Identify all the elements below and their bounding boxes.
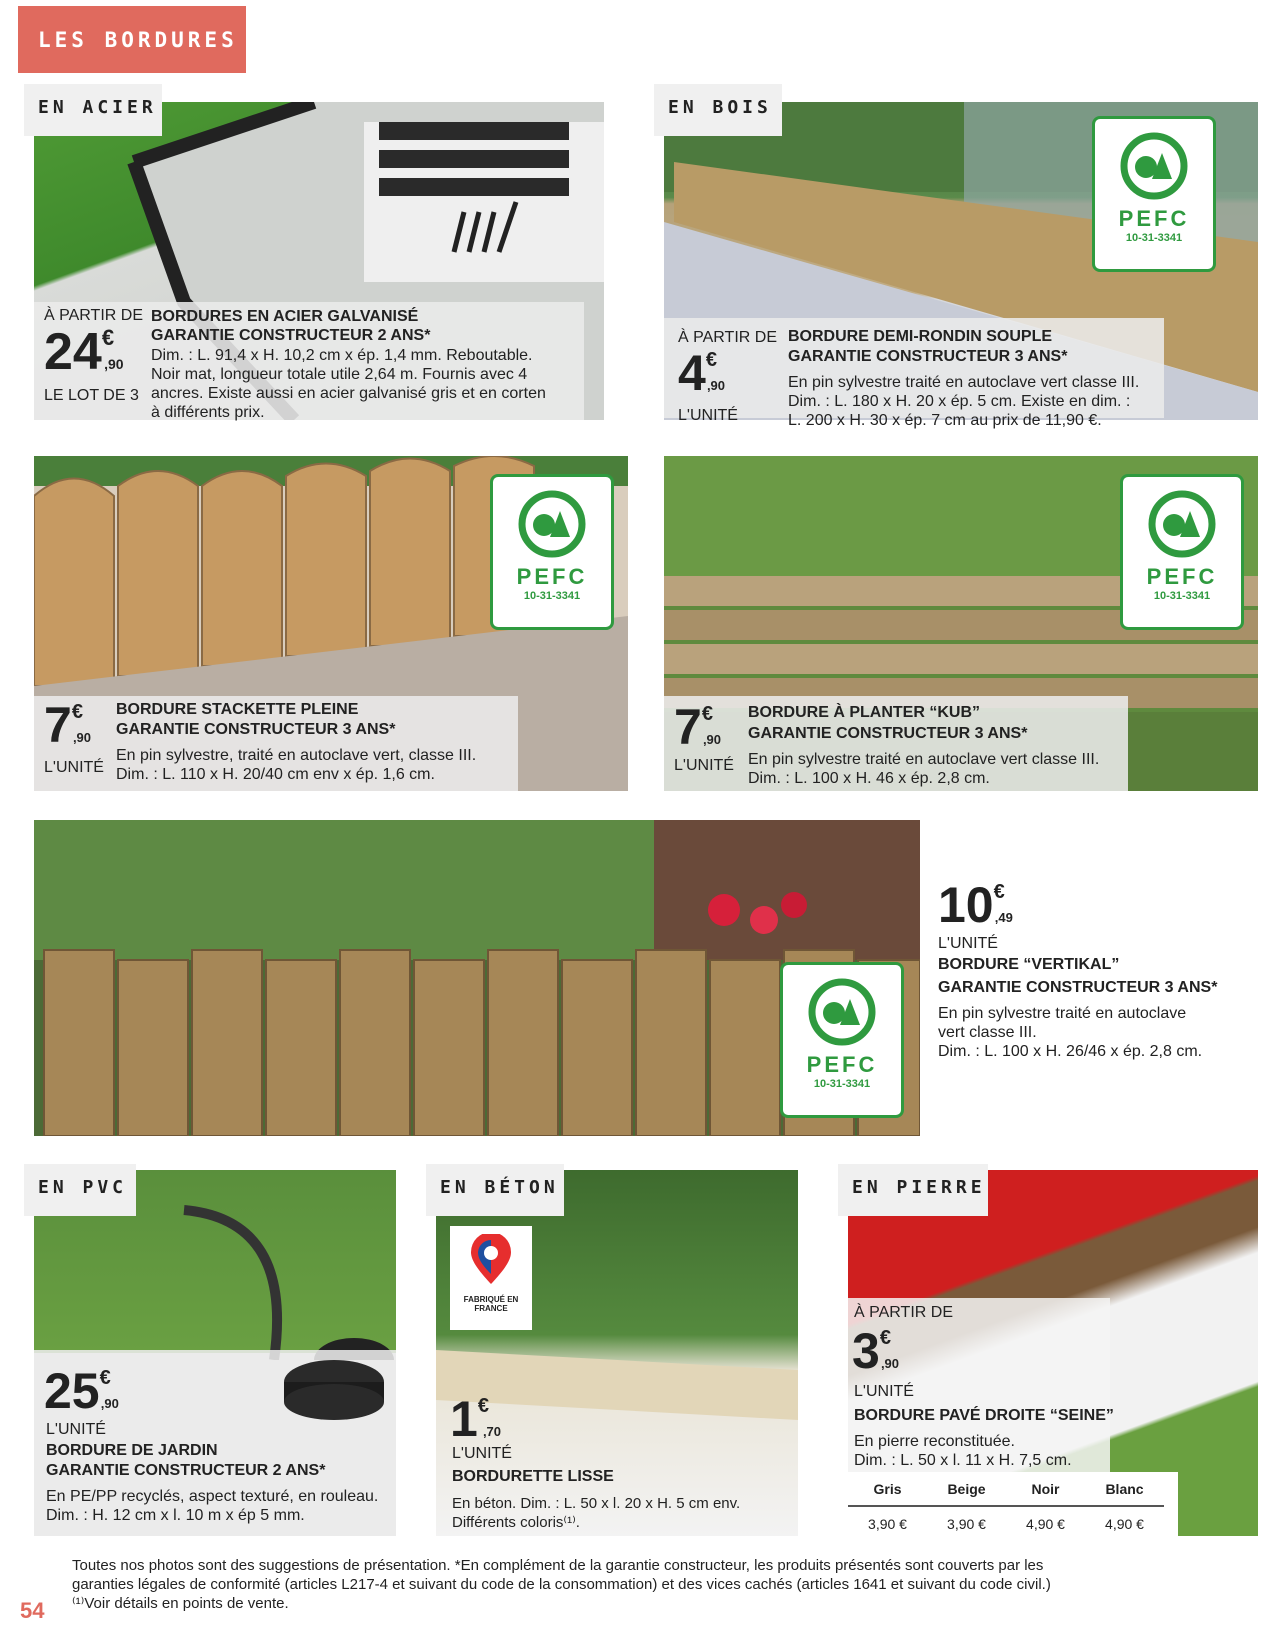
concrete-price-int: 1 — [450, 1391, 478, 1447]
kub-desc-2: Dim. : L. 100 x H. 46 x ép. 2,8 cm. — [748, 770, 990, 787]
color-gris: Gris — [848, 1472, 927, 1506]
stone-price-cents: ,90 — [880, 1356, 900, 1371]
vertikal-price-int: 10 — [938, 877, 994, 933]
color-beige: Beige — [927, 1472, 1006, 1506]
steel-desc-1: Dim. : L. 91,4 x H. 10,2 cm x ép. 1,4 mm. Reboutable. — [151, 347, 533, 364]
pvc-desc-2: Dim. : H. 12 cm x l. 10 m x ép 5 mm. — [46, 1507, 305, 1524]
concrete-unit: L'UNITÉ — [452, 1445, 512, 1462]
tag-steel: EN ACIER — [24, 84, 162, 136]
roundlog-price — [678, 345, 726, 401]
pvc-price-currency: € — [99, 1367, 111, 1389]
stone-title: BORDURE PAVÉ DROITE “SEINE” — [854, 1407, 1114, 1424]
pefc-label: PEFC — [1146, 564, 1218, 589]
stackette-title: BORDURE STACKETTE PLEINE — [116, 701, 359, 718]
pvc-title: BORDURE DE JARDIN — [46, 1442, 218, 1459]
kub-price-int: 7 — [674, 699, 702, 755]
vertikal-desc-1: En pin sylvestre traité en autoclave — [938, 1005, 1187, 1022]
pefc-logo-icon — [1114, 131, 1194, 201]
roundlog-price-currency: € — [705, 349, 717, 371]
stackette-price-currency: € — [71, 701, 83, 723]
made-in-france-label: FABRIQUÉ EN FRANCE — [463, 1295, 519, 1313]
concrete-title: BORDURETTE LISSE — [452, 1468, 614, 1485]
roundlog-desc-2: Dim. : L. 180 x H. 20 x ép. 5 cm. Existe en dim. : — [788, 393, 1131, 410]
price-blanc: 4,90 € — [1105, 1515, 1144, 1532]
stackette-desc-2: Dim. : L. 110 x H. 20/40 cm env x ép. 1,6 cm. — [116, 766, 435, 783]
vertikal-desc-2: vert classe III. — [938, 1024, 1037, 1041]
tag-pvc: EN PVC — [24, 1164, 136, 1216]
stackette-price-cents: ,90 — [72, 730, 92, 745]
vertikal-warranty: GARANTIE CONSTRUCTEUR 3 ANS* — [938, 979, 1218, 996]
stackette-unit: L'UNITÉ — [44, 759, 104, 776]
pefc-badge-stackette — [490, 474, 614, 630]
roundlog-price-cents: ,90 — [706, 378, 726, 393]
pvc-warranty: GARANTIE CONSTRUCTEUR 2 ANS* — [46, 1462, 326, 1479]
price-beige: 3,90 € — [947, 1515, 986, 1532]
vertikal-unit: L'UNITÉ — [938, 935, 998, 952]
roundlog-price-int: 4 — [678, 345, 706, 401]
footer-line-3: ⁽¹⁾Voir détails en points de vente. — [72, 1595, 289, 1612]
pvc-unit: L'UNITÉ — [46, 1421, 106, 1438]
tag-wood: EN BOIS — [654, 84, 782, 136]
stone-from: À PARTIR DE — [854, 1304, 953, 1321]
steel-title: BORDURES EN ACIER GALVANISÉ — [151, 308, 419, 325]
stone-desc-2: Dim. : L. 50 x l. 11 x H. 7,5 cm. — [854, 1452, 1072, 1469]
vertikal-price-currency: € — [993, 881, 1005, 903]
steel-price-cents: ,90 — [104, 356, 124, 372]
concrete-desc-1: En béton. Dim. : L. 50 x l. 20 x H. 5 cm env. — [452, 1495, 741, 1512]
footer-line-2: garanties légales de conformité (articles L217-4 et suivant du code de la consommation) et des vices cachés (articles 1641 et suivant du code civil.) — [72, 1576, 1051, 1593]
color-blanc: Blanc — [1085, 1472, 1164, 1506]
concrete-desc-2: Différents coloris⁽¹⁾. — [452, 1514, 580, 1531]
tag-stone: EN PIERRE — [838, 1164, 988, 1216]
pvc-price — [44, 1363, 119, 1419]
pvc-roll-image — [280, 1356, 388, 1422]
concrete-price-cents: ,70 — [482, 1424, 502, 1439]
pefc-label: PEFC — [516, 564, 588, 589]
kub-price-currency: € — [701, 703, 713, 725]
roundlog-desc-3: L. 200 x H. 30 x ép. 7 cm au prix de 11,90 €. — [788, 412, 1102, 429]
footer-line-1: Toutes nos photos sont des suggestions de présentation. *En complément de la garantie constructeur, les produits présentés sont couverts par les — [72, 1557, 1044, 1574]
vertikal-title: BORDURE “VERTIKAL” — [938, 956, 1120, 973]
kub-price — [674, 699, 722, 755]
pefc-code: 10-31-3341 — [1125, 232, 1183, 244]
steel-price-currency: € — [101, 325, 115, 350]
kub-price-cents: ,90 — [702, 732, 722, 747]
vertikal-price-cents: ,49 — [994, 910, 1013, 925]
kub-title: BORDURE À PLANTER “KUB” — [748, 704, 980, 721]
stone-price — [852, 1323, 900, 1379]
pvc-desc-1: En PE/PP recyclés, aspect texturé, en rouleau. — [46, 1488, 379, 1505]
roundlog-from: À PARTIR DE — [678, 329, 777, 346]
price-noir: 4,90 € — [1026, 1515, 1065, 1532]
vertikal-desc-3: Dim. : L. 100 x H. 26/46 x ép. 2,8 cm. — [938, 1043, 1203, 1060]
tag-concrete: EN BÉTON — [426, 1164, 564, 1216]
kub-warranty: GARANTIE CONSTRUCTEUR 3 ANS* — [748, 725, 1028, 742]
stackette-warranty: GARANTIE CONSTRUCTEUR 3 ANS* — [116, 721, 396, 738]
stone-price-currency: € — [879, 1327, 891, 1349]
pefc-code: 10-31-3341 — [523, 590, 581, 602]
stone-price-table — [848, 1472, 1178, 1536]
roundlog-title: BORDURE DEMI-RONDIN SOUPLE — [788, 328, 1053, 345]
made-in-france-badge — [450, 1226, 532, 1330]
vertikal-price — [938, 877, 1013, 933]
kub-desc-1: En pin sylvestre traité en autoclave vert classe III. — [748, 751, 1100, 768]
stackette-price-int: 7 — [44, 697, 72, 753]
pvc-price-int: 25 — [44, 1363, 100, 1419]
pefc-badge-vertikal — [780, 962, 904, 1118]
stackette-desc-1: En pin sylvestre, traité en autoclave vert, classe III. — [116, 747, 477, 764]
steel-desc-2: Noir mat, longueur totale utile 2,64 m. Fournis avec 4 — [151, 366, 528, 383]
stone-price-int: 3 — [852, 1323, 880, 1379]
stone-desc-1: En pierre reconstituée. — [854, 1433, 1015, 1450]
steel-price-int: 24 — [44, 323, 102, 381]
page-number: 54 — [20, 1598, 45, 1623]
stackette-price — [44, 697, 92, 753]
pefc-label: PEFC — [1118, 206, 1190, 231]
pefc-badge-kub — [1120, 474, 1244, 630]
concrete-price-currency: € — [477, 1395, 489, 1417]
pefc-code: 10-31-3341 — [1153, 590, 1211, 602]
stone-unit: L'UNITÉ — [854, 1383, 914, 1400]
roundlog-warranty: GARANTIE CONSTRUCTEUR 3 ANS* — [788, 348, 1068, 365]
roundlog-unit: L'UNITÉ — [678, 407, 738, 424]
kub-unit: L'UNITÉ — [674, 757, 734, 774]
concrete-price — [450, 1391, 502, 1447]
made-in-france-icon — [466, 1234, 516, 1288]
pefc-code: 10-31-3341 — [813, 1078, 871, 1090]
color-noir: Noir — [1006, 1472, 1085, 1506]
steel-warranty: GARANTIE CONSTRUCTEUR 2 ANS* — [151, 327, 431, 344]
pefc-badge-roundlog — [1092, 116, 1216, 272]
steel-from: À PARTIR DE — [44, 307, 143, 324]
pefc-logo-icon — [512, 489, 592, 559]
pefc-label: PEFC — [806, 1052, 878, 1077]
steel-price — [44, 323, 124, 381]
steel-desc-4: à différents prix. — [151, 404, 265, 421]
steel-desc-3: ancres. Existe aussi en acier galvanisé gris et en corten — [151, 385, 546, 402]
roundlog-desc-1: En pin sylvestre traité en autoclave vert classe III. — [788, 374, 1140, 391]
pefc-logo-icon — [802, 977, 882, 1047]
pefc-logo-icon — [1142, 489, 1222, 559]
pvc-price-cents: ,90 — [100, 1396, 119, 1411]
section-title: LES BORDURES — [18, 6, 246, 73]
steel-unit: LE LOT DE 3 — [44, 387, 139, 404]
price-gris: 3,90 € — [868, 1515, 907, 1532]
